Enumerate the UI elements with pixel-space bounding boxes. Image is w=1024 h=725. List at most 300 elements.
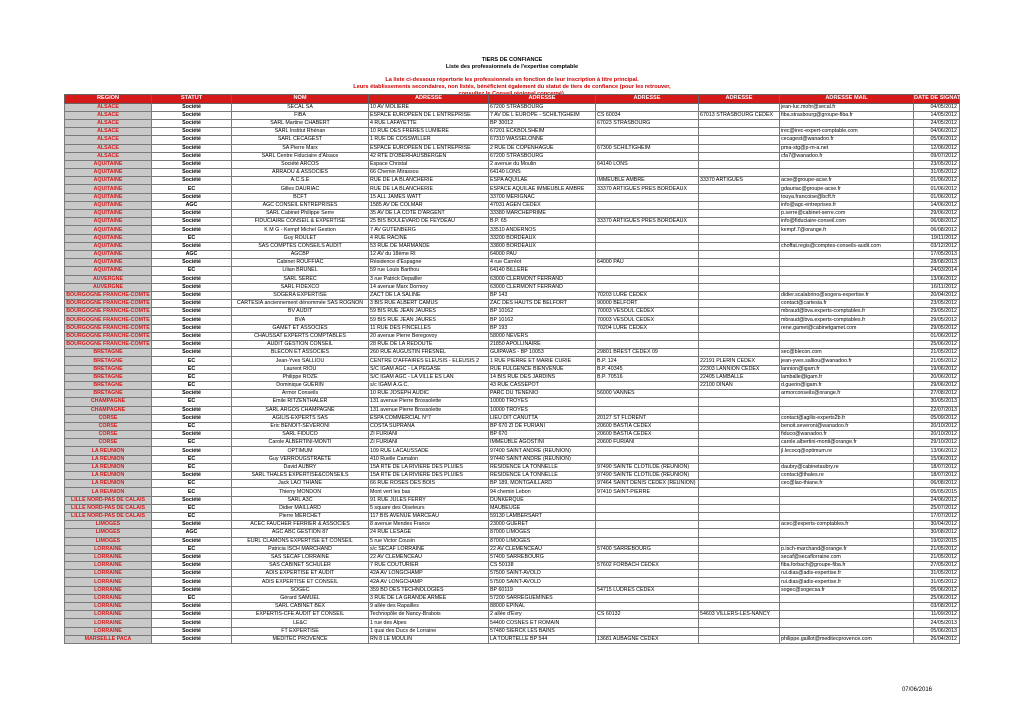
table-row — [65, 316, 960, 324]
adresse2-cell: BP 143 — [489, 291, 596, 299]
statut-cell: Société — [152, 316, 232, 324]
adresse4-cell: 67013 STRASBOURG CEDEX — [699, 111, 780, 119]
professionals-table — [64, 94, 973, 644]
statut-cell: Société — [152, 332, 232, 340]
region-cell: CHAMPAGNE — [65, 398, 152, 406]
statut-cell: Société — [152, 128, 232, 136]
email-cell — [780, 594, 914, 602]
email-cell: sec@blecon.com — [780, 349, 914, 357]
table-row — [65, 431, 960, 439]
adresse2-cell: 33510 ANDERNOS — [489, 226, 596, 234]
email-cell — [780, 234, 914, 242]
adresse3-cell: 70003 VESOUL CEDEX — [596, 308, 699, 316]
adresse2-cell: 33700 MERIGNAC — [489, 193, 596, 201]
date-signature-cell: 03/08/2012 — [914, 603, 960, 611]
adresse4-cell — [699, 210, 780, 218]
statut-cell: EC — [152, 357, 232, 365]
region-cell: AQUITAINE — [65, 250, 152, 258]
statut-cell: Société — [152, 627, 232, 635]
adresse3-cell: 64140 LONS — [596, 160, 699, 168]
adresse2-cell: 59130 LAMBERSART — [489, 512, 596, 520]
adresse4-cell — [699, 193, 780, 201]
date-signature-cell: 05/06/2012 — [914, 586, 960, 594]
header-adresse-3: ADRESSE — [596, 95, 699, 104]
table-row — [65, 406, 960, 414]
nom-cell: BV AUDIT — [232, 308, 369, 316]
statut-cell: Société — [152, 152, 232, 160]
adresse1-cell: 24 RUE LESAGE — [369, 529, 489, 537]
adresse2-cell: 1 RUE PIERRE ET MARIE CURIE — [489, 357, 596, 365]
table-row — [65, 504, 960, 512]
adresse4-cell — [699, 521, 780, 529]
adresse3-cell: 13681 AUBAGNE CEDEX — [596, 635, 699, 643]
table-row — [65, 332, 960, 340]
adresse4-cell — [699, 136, 780, 144]
adresse3-cell: 57400 SARREBOURG — [596, 545, 699, 553]
adresse4-cell — [699, 472, 780, 480]
adresse3-cell — [596, 406, 699, 414]
adresse3-cell — [596, 619, 699, 627]
region-cell: AQUITAINE — [65, 210, 152, 218]
nom-cell: A.C.S.E — [232, 177, 369, 185]
nom-cell: SARL ARGOS CHAMPAGNE — [232, 406, 369, 414]
statut-cell: Société — [152, 160, 232, 168]
statut-cell: Société — [152, 521, 232, 529]
nom-cell: K M G - Kempf Michel Gestion — [232, 226, 369, 234]
nom-cell: SARL Cabinet Philippe Serre — [232, 210, 369, 218]
region-cell: LIMOGES — [65, 521, 152, 529]
table-row — [65, 177, 960, 185]
adresse1-cell: 22 AV CLEMENCEAU — [369, 553, 489, 561]
adresse2-cell: PARC DU TENENIO — [489, 390, 596, 398]
nom-cell: SARL Institut Rhénan — [232, 128, 369, 136]
adresse4-cell — [699, 422, 780, 430]
adresse2-cell: ESPA AQUILAE — [489, 177, 596, 185]
region-cell: LA REUNION — [65, 480, 152, 488]
statut-cell: AGC — [152, 201, 232, 209]
date-signature-cell: 23/05/2012 — [914, 160, 960, 168]
region-cell: AQUITAINE — [65, 234, 152, 242]
adresse3-cell: 97490 SAINTE CLOTILDE (REUNION) — [596, 463, 699, 471]
table-row — [65, 300, 960, 308]
region-cell: LIMOGES — [65, 529, 152, 537]
region-cell: BOURGOGNE FRANCHE-COMTE — [66, 316, 150, 323]
statut-cell: Société — [152, 414, 232, 422]
adresse2-cell: ZAC DES HAUTS DE BELFORT — [489, 300, 596, 308]
table-row — [65, 373, 960, 381]
region-cell: LORRAINE — [65, 586, 152, 594]
statut-cell: EC — [152, 512, 232, 520]
adresse1-cell: ESPACE EUROPEEN DE L ENTREPRISE — [369, 144, 489, 152]
date-signature-cell: 20/10/2012 — [914, 431, 960, 439]
date-signature-cell: 04/06/2012 — [914, 128, 960, 136]
email-cell: choffat.regis@comptes-conseils-audit.com — [780, 242, 914, 250]
statut-cell: Société — [152, 406, 232, 414]
adresse1-cell: 12 AV du 18ème RI — [369, 250, 489, 258]
statut-cell: Société — [152, 496, 232, 504]
nom-cell: AGCBP — [232, 250, 369, 258]
date-signature-cell: 04/05/2012 — [914, 103, 960, 111]
adresse3-cell — [596, 594, 699, 602]
adresse1-cell: 5 rue Victor Cousin — [369, 537, 489, 545]
statut-cell: Société — [152, 308, 232, 316]
nom-cell: MEDITEC PROVENCE — [232, 635, 369, 643]
adresse1-cell: S/C IGAM AGC - LA PEGASE — [369, 365, 489, 373]
date-signature-cell: 05/06/2013 — [914, 627, 960, 635]
adresse2-cell: 54400 COSNES ET ROMAIN — [489, 619, 596, 627]
adresse4-cell — [699, 316, 780, 324]
email-cell: mbraud@bva.experts-comptables.fr — [780, 308, 914, 316]
adresse3-cell: 20127 ST FLORENT — [596, 414, 699, 422]
adresse4-cell — [699, 398, 780, 406]
adresse3-cell — [596, 455, 699, 463]
adresse1-cell: 8 avenue Mendes France — [369, 521, 489, 529]
adresse4-cell — [699, 578, 780, 586]
adresse1-cell: 10 RUE DES FRERES LUMIERE — [369, 128, 489, 136]
adresse1-cell: 42A AV LONGCHAMP — [369, 578, 489, 586]
date-signature-cell: 24/06/2012 — [914, 496, 960, 504]
nom-cell: ADIS EXPERTISE ET CONSEIL — [232, 578, 369, 586]
statut-cell: Société — [152, 218, 232, 226]
table-row — [65, 144, 960, 152]
email-cell: jean-luc.mohr@secal.fr — [780, 103, 914, 111]
table-row — [65, 553, 960, 561]
date-signature-cell: 15/06/2012 — [914, 455, 960, 463]
adresse1-cell: 7 AV GUTENBERG — [369, 226, 489, 234]
adresse3-cell — [596, 398, 699, 406]
adresse1-cell: 3 rue Patrick Depailler — [369, 275, 489, 283]
email-cell: cfa7@wanadoo.fr — [780, 152, 914, 160]
adresse4-cell — [699, 103, 780, 111]
adresse4-cell — [699, 594, 780, 602]
adresse2-cell: LIEU DIT CANUTTA — [489, 414, 596, 422]
table-row — [65, 111, 960, 119]
statut-cell: Société — [152, 341, 232, 349]
adresse2-cell: RESIDENCE LA TONNELLE — [489, 463, 596, 471]
adresse1-cell: S/C IGAM AGC - LA VILLE ES LAN — [369, 373, 489, 381]
table-row — [65, 603, 960, 611]
adresse1-cell: 4 RUE LAFAYETTE — [369, 119, 489, 127]
region-cell: LORRAINE — [65, 545, 152, 553]
statut-cell: Société — [152, 259, 232, 267]
adresse2-cell: IMMEUBLE AGOSTINI — [489, 439, 596, 447]
nom-cell: SARL SEREC — [232, 275, 369, 283]
email-cell: jean-yves.salliou@wanadoo.fr — [780, 357, 914, 365]
nom-cell: Armor Conseils — [232, 390, 369, 398]
email-cell: carole.albertini-monti@orange.fr — [780, 439, 914, 447]
statut-cell: EC — [152, 422, 232, 430]
table-body — [65, 103, 960, 643]
adresse1-cell: COSTA SUPRANA — [369, 422, 489, 430]
statut-cell: EC — [152, 234, 232, 242]
region-cell: BOURGOGNE FRANCHE-COMTE — [66, 324, 150, 331]
statut-cell: EC — [152, 480, 232, 488]
email-cell: rene.gamet@cabinetgamet.com — [780, 324, 914, 332]
adresse1-cell: s/c IGAM A.G.C. — [369, 381, 489, 389]
adresse4-cell — [699, 619, 780, 627]
nom-cell: SARL Centre Fiduciaire d'Alsace — [232, 152, 369, 160]
adresse4-cell — [699, 226, 780, 234]
table-row — [65, 529, 960, 537]
statut-cell: Société — [152, 349, 232, 357]
table-row — [65, 488, 960, 496]
email-cell: kempf.7@orange.fr — [780, 226, 914, 234]
nom-cell: AGC ABC GESTION 87 — [232, 529, 369, 537]
email-cell: fiba.strasbourg@groupe-fiba.fr — [780, 111, 914, 119]
nom-cell: Laurent RIOU — [232, 365, 369, 373]
date-signature-cell: 14/06/2012 — [914, 201, 960, 209]
adresse2-cell: 87000 LIMOGES — [489, 529, 596, 537]
region-cell: CORSE — [65, 422, 152, 430]
adresse2-cell: 2 RUE DE COPENHAGUE — [489, 144, 596, 152]
nom-cell: Jean-Yves SALLIOU — [232, 357, 369, 365]
table-row — [65, 521, 960, 529]
adresse2-cell: BP 10162 — [489, 316, 596, 324]
nom-cell: Pierre MERCHET — [232, 512, 369, 520]
adresse1-cell: 3 BIS RUE ALBERT CAMUS — [369, 300, 489, 308]
statut-cell: Société — [152, 562, 232, 570]
region-cell: BOURGOGNE FRANCHE-COMTE — [66, 332, 150, 339]
date-signature-cell: 12/06/2012 — [914, 144, 960, 152]
table-row — [65, 619, 960, 627]
adresse1-cell: 109 RUE LACAUSSADE — [369, 447, 489, 455]
table-row — [65, 447, 960, 455]
region-cell: LORRAINE — [65, 562, 152, 570]
email-cell: sogec@sogecsa.fr — [780, 586, 914, 594]
adresse1-cell: Résidence d'Espagne — [369, 259, 489, 267]
region-cell: LORRAINE — [65, 578, 152, 586]
nom-cell: BVA — [232, 316, 369, 324]
adresse3-cell — [596, 152, 699, 160]
adresse2-cell: CS 50138 — [489, 562, 596, 570]
table-row — [65, 324, 960, 332]
email-cell: irec@irec-expert-comptable.com — [780, 128, 914, 136]
region-cell: LA REUNION — [65, 447, 152, 455]
adresse3-cell: 57602 FORBACH CEDEX — [596, 562, 699, 570]
table-row — [65, 242, 960, 250]
adresse4-cell — [699, 488, 780, 496]
adresse2-cell: 64140 LONS — [489, 169, 596, 177]
email-cell: didier.scalabrino@sogera-expertise.fr — [780, 291, 914, 299]
adresse4-cell — [699, 447, 780, 455]
adresse1-cell: 42A AV LONGCHAMP — [369, 570, 489, 578]
adresse1-cell: 15 ALL JAMES WATT — [369, 193, 489, 201]
region-cell: BRETAGNE — [65, 357, 152, 365]
email-cell — [780, 619, 914, 627]
region-cell: ALSACE — [65, 152, 152, 160]
adresse1-cell: 410 Ruelle Camalon — [369, 455, 489, 463]
date-signature-cell: 21/05/2012 — [914, 349, 960, 357]
adresse1-cell: 59 rue Louis Barthou — [369, 267, 489, 275]
adresse2-cell: BP 60119 — [489, 586, 596, 594]
intro-line-1: La liste ci-dessous répertorie les professionnels en fonction de leur inscription à titre principal. — [385, 77, 639, 83]
adresse2-cell: BP 193 — [489, 324, 596, 332]
adresse4-cell — [699, 406, 780, 414]
adresse1-cell: 131 avenue Pierre Brossolette — [369, 398, 489, 406]
nom-cell: LE&C — [232, 619, 369, 627]
header-adresse-mail: ADRESSE MAIL — [780, 95, 914, 104]
statut-cell: EC — [152, 381, 232, 389]
adresse1-cell: 10 AV MOLIERE — [369, 103, 489, 111]
adresse3-cell: B.P. 40345 — [596, 365, 699, 373]
table-row — [65, 136, 960, 144]
email-cell — [780, 611, 914, 619]
nom-cell: AGC CONSEIL ENTREPRISES — [232, 201, 369, 209]
date-signature-cell: 22/07/2013 — [914, 406, 960, 414]
region-cell: LORRAINE — [65, 553, 152, 561]
adresse4-cell — [699, 439, 780, 447]
adresse2-cell: 23000 GUERET — [489, 521, 596, 529]
table-row — [65, 472, 960, 480]
adresse2-cell: 67200 STRASBOURG — [489, 103, 596, 111]
email-cell: cec@lao-thiane.fr — [780, 480, 914, 488]
email-cell: benoit.severoni@wanadoo.fr — [780, 422, 914, 430]
nom-cell: SAS COMPTES CONSEILS AUDIT — [232, 242, 369, 250]
adresse3-cell — [596, 570, 699, 578]
adresse3-cell: 20600 FURIANI — [596, 439, 699, 447]
date-signature-cell: 29/05/2012 — [914, 316, 960, 324]
email-cell: jl.lecocq@optimum.re — [780, 447, 914, 455]
adresse1-cell: 1 rue des Alpes — [369, 619, 489, 627]
adresse2-cell: BP 189, MONTGAILLARD — [489, 480, 596, 488]
nom-cell: SECAL SA — [232, 103, 369, 111]
adresse3-cell: 97464 SAINT DENIS CEDEX (REUNION) — [596, 480, 699, 488]
email-cell — [780, 603, 914, 611]
table-row — [65, 259, 960, 267]
statut-cell: Société — [152, 390, 232, 398]
header-region: REGION — [65, 95, 152, 104]
adresse1-cell: 91 RUE JULES FERRY — [369, 496, 489, 504]
adresse1-cell: 59 BIS RUE JEAN JAURES — [369, 316, 489, 324]
adresse4-cell — [699, 529, 780, 537]
adresse4-cell — [699, 586, 780, 594]
document-title: TIERS DE CONFIANCE — [481, 57, 543, 63]
adresse2-cell: 22 AV CLEMENCEAU — [489, 545, 596, 553]
date-signature-cell: 20/04/2012 — [914, 291, 960, 299]
adresse4-cell: 22191 PLERIN CEDEX — [699, 357, 780, 365]
statut-cell: Société — [152, 472, 232, 480]
email-cell: info@fiduciaire-conseil.com — [780, 218, 914, 226]
email-cell: contact@thales.re — [780, 472, 914, 480]
email-cell — [780, 119, 914, 127]
adresse1-cell: 4 RUE RACINE — [369, 234, 489, 242]
adresse2-cell: 87000 LIMOGES — [489, 537, 596, 545]
adresse2-cell: 67310 WASSELONNE — [489, 136, 596, 144]
adresse3-cell: 97490 SAINTE CLOTILDE (REUNION) — [596, 472, 699, 480]
adresse1-cell: 66 Chemin Mirassou — [369, 169, 489, 177]
date-signature-cell: 29/06/2012 — [914, 210, 960, 218]
adresse1-cell: 1 RUE DE COSSWILLER — [369, 136, 489, 144]
nom-cell: SARL A3C — [232, 496, 369, 504]
adresse2-cell: DUNKERQUE — [489, 496, 596, 504]
adresse4-cell: 33370 ARTIGUES — [699, 177, 780, 185]
adresse3-cell — [596, 193, 699, 201]
adresse2-cell: 63000 CLERMONT FERRAND — [489, 283, 596, 291]
adresse2-cell: 64000 PAU — [489, 250, 596, 258]
adresse2-cell: 2 avenue du Moulin — [489, 160, 596, 168]
adresse2-cell: ESPACE AQUILAE IMMEUBLE AMBRE — [489, 185, 596, 193]
table-row — [65, 570, 960, 578]
nom-cell: AGILIS-EXPERTS SAS — [232, 414, 369, 422]
adresse4-cell: 54603 VILLERS-LES-NANCY — [699, 611, 780, 619]
adresse4-cell — [699, 291, 780, 299]
date-signature-cell: 06/08/2012 — [914, 480, 960, 488]
email-cell — [780, 160, 914, 168]
table-row — [65, 578, 960, 586]
email-cell: secaf@secaflorraine.com — [780, 553, 914, 561]
adresse1-cell: ESPACE EUROPEEN DE L ENTREPRISE — [369, 111, 489, 119]
email-cell: armorconseils@orange.fr — [780, 390, 914, 398]
table-row — [65, 218, 960, 226]
adresse2-cell: 94 chemin Lebon — [489, 488, 596, 496]
date-signature-cell: 29/10/2012 — [914, 439, 960, 447]
adresse4-cell — [699, 259, 780, 267]
adresse2-cell: 4 rue Carréot — [489, 259, 596, 267]
adresse3-cell: 64000 PAU — [596, 259, 699, 267]
region-cell: ALSACE — [65, 144, 152, 152]
region-cell: CORSE — [65, 439, 152, 447]
header-statut: STATUT — [152, 95, 232, 104]
date-signature-cell: 31/05/2012 — [914, 578, 960, 586]
adresse1-cell: 10 RUE JOSEPH AUDIC — [369, 390, 489, 398]
statut-cell: Société — [152, 177, 232, 185]
adresse2-cell: LA TOURTELLE BP 544 — [489, 635, 596, 643]
adresse1-cell: Espace Christal — [369, 160, 489, 168]
date-signature-cell: 30/05/2013 — [914, 398, 960, 406]
email-cell — [780, 341, 914, 349]
date-signature-cell: 21/05/2012 — [914, 553, 960, 561]
intro-line-2: Leurs établissements secondaires, non listés, bénéficient également du statut de tiers de confiance (pour les retrouver, — [353, 84, 671, 90]
date-signature-cell: 18/07/2012 — [914, 472, 960, 480]
nom-cell: Guy VERROUGSTRAETE — [232, 455, 369, 463]
table-row — [65, 594, 960, 602]
email-cell: fiduco@wanadoo.fr — [780, 431, 914, 439]
region-cell: AQUITAINE — [65, 185, 152, 193]
email-cell: rui.dias@adis-expertise.fr — [780, 570, 914, 578]
table-row — [65, 267, 960, 275]
adresse4-cell — [699, 218, 780, 226]
table-row — [65, 414, 960, 422]
adresse4-cell — [699, 562, 780, 570]
region-cell: AQUITAINE — [65, 160, 152, 168]
email-cell — [780, 512, 914, 520]
adresse3-cell — [596, 627, 699, 635]
statut-cell: AGC — [152, 529, 232, 537]
date-signature-cell: 01/06/2012 — [914, 193, 960, 201]
date-signature-cell: 31/05/2012 — [914, 169, 960, 177]
date-signature-cell: 23/05/2012 — [914, 300, 960, 308]
adresse1-cell: 9 allée des Rapailles — [369, 603, 489, 611]
table-row — [65, 496, 960, 504]
date-signature-cell: 19/06/2012 — [914, 365, 960, 373]
region-cell: ALSACE — [65, 103, 152, 111]
nom-cell: Cabinet ROUFFIAC — [232, 259, 369, 267]
table-row — [65, 537, 960, 545]
region-cell: AQUITAINE — [65, 242, 152, 250]
table-row — [65, 201, 960, 209]
email-cell — [780, 488, 914, 496]
nom-cell: GAMET ET ASSOCIES — [232, 324, 369, 332]
table-row — [65, 365, 960, 373]
adresse1-cell: s/c SECAF LORRAINE — [369, 545, 489, 553]
nom-cell: BLECON ET ASSOCIES — [232, 349, 369, 357]
region-cell: BOURGOGNE FRANCHE-COMTE — [66, 341, 150, 348]
adresse1-cell: RN 8 LE MOULIN — [369, 635, 489, 643]
statut-cell: Société — [152, 210, 232, 218]
statut-cell: Société — [152, 226, 232, 234]
adresse4-cell — [699, 234, 780, 242]
table-row — [65, 586, 960, 594]
